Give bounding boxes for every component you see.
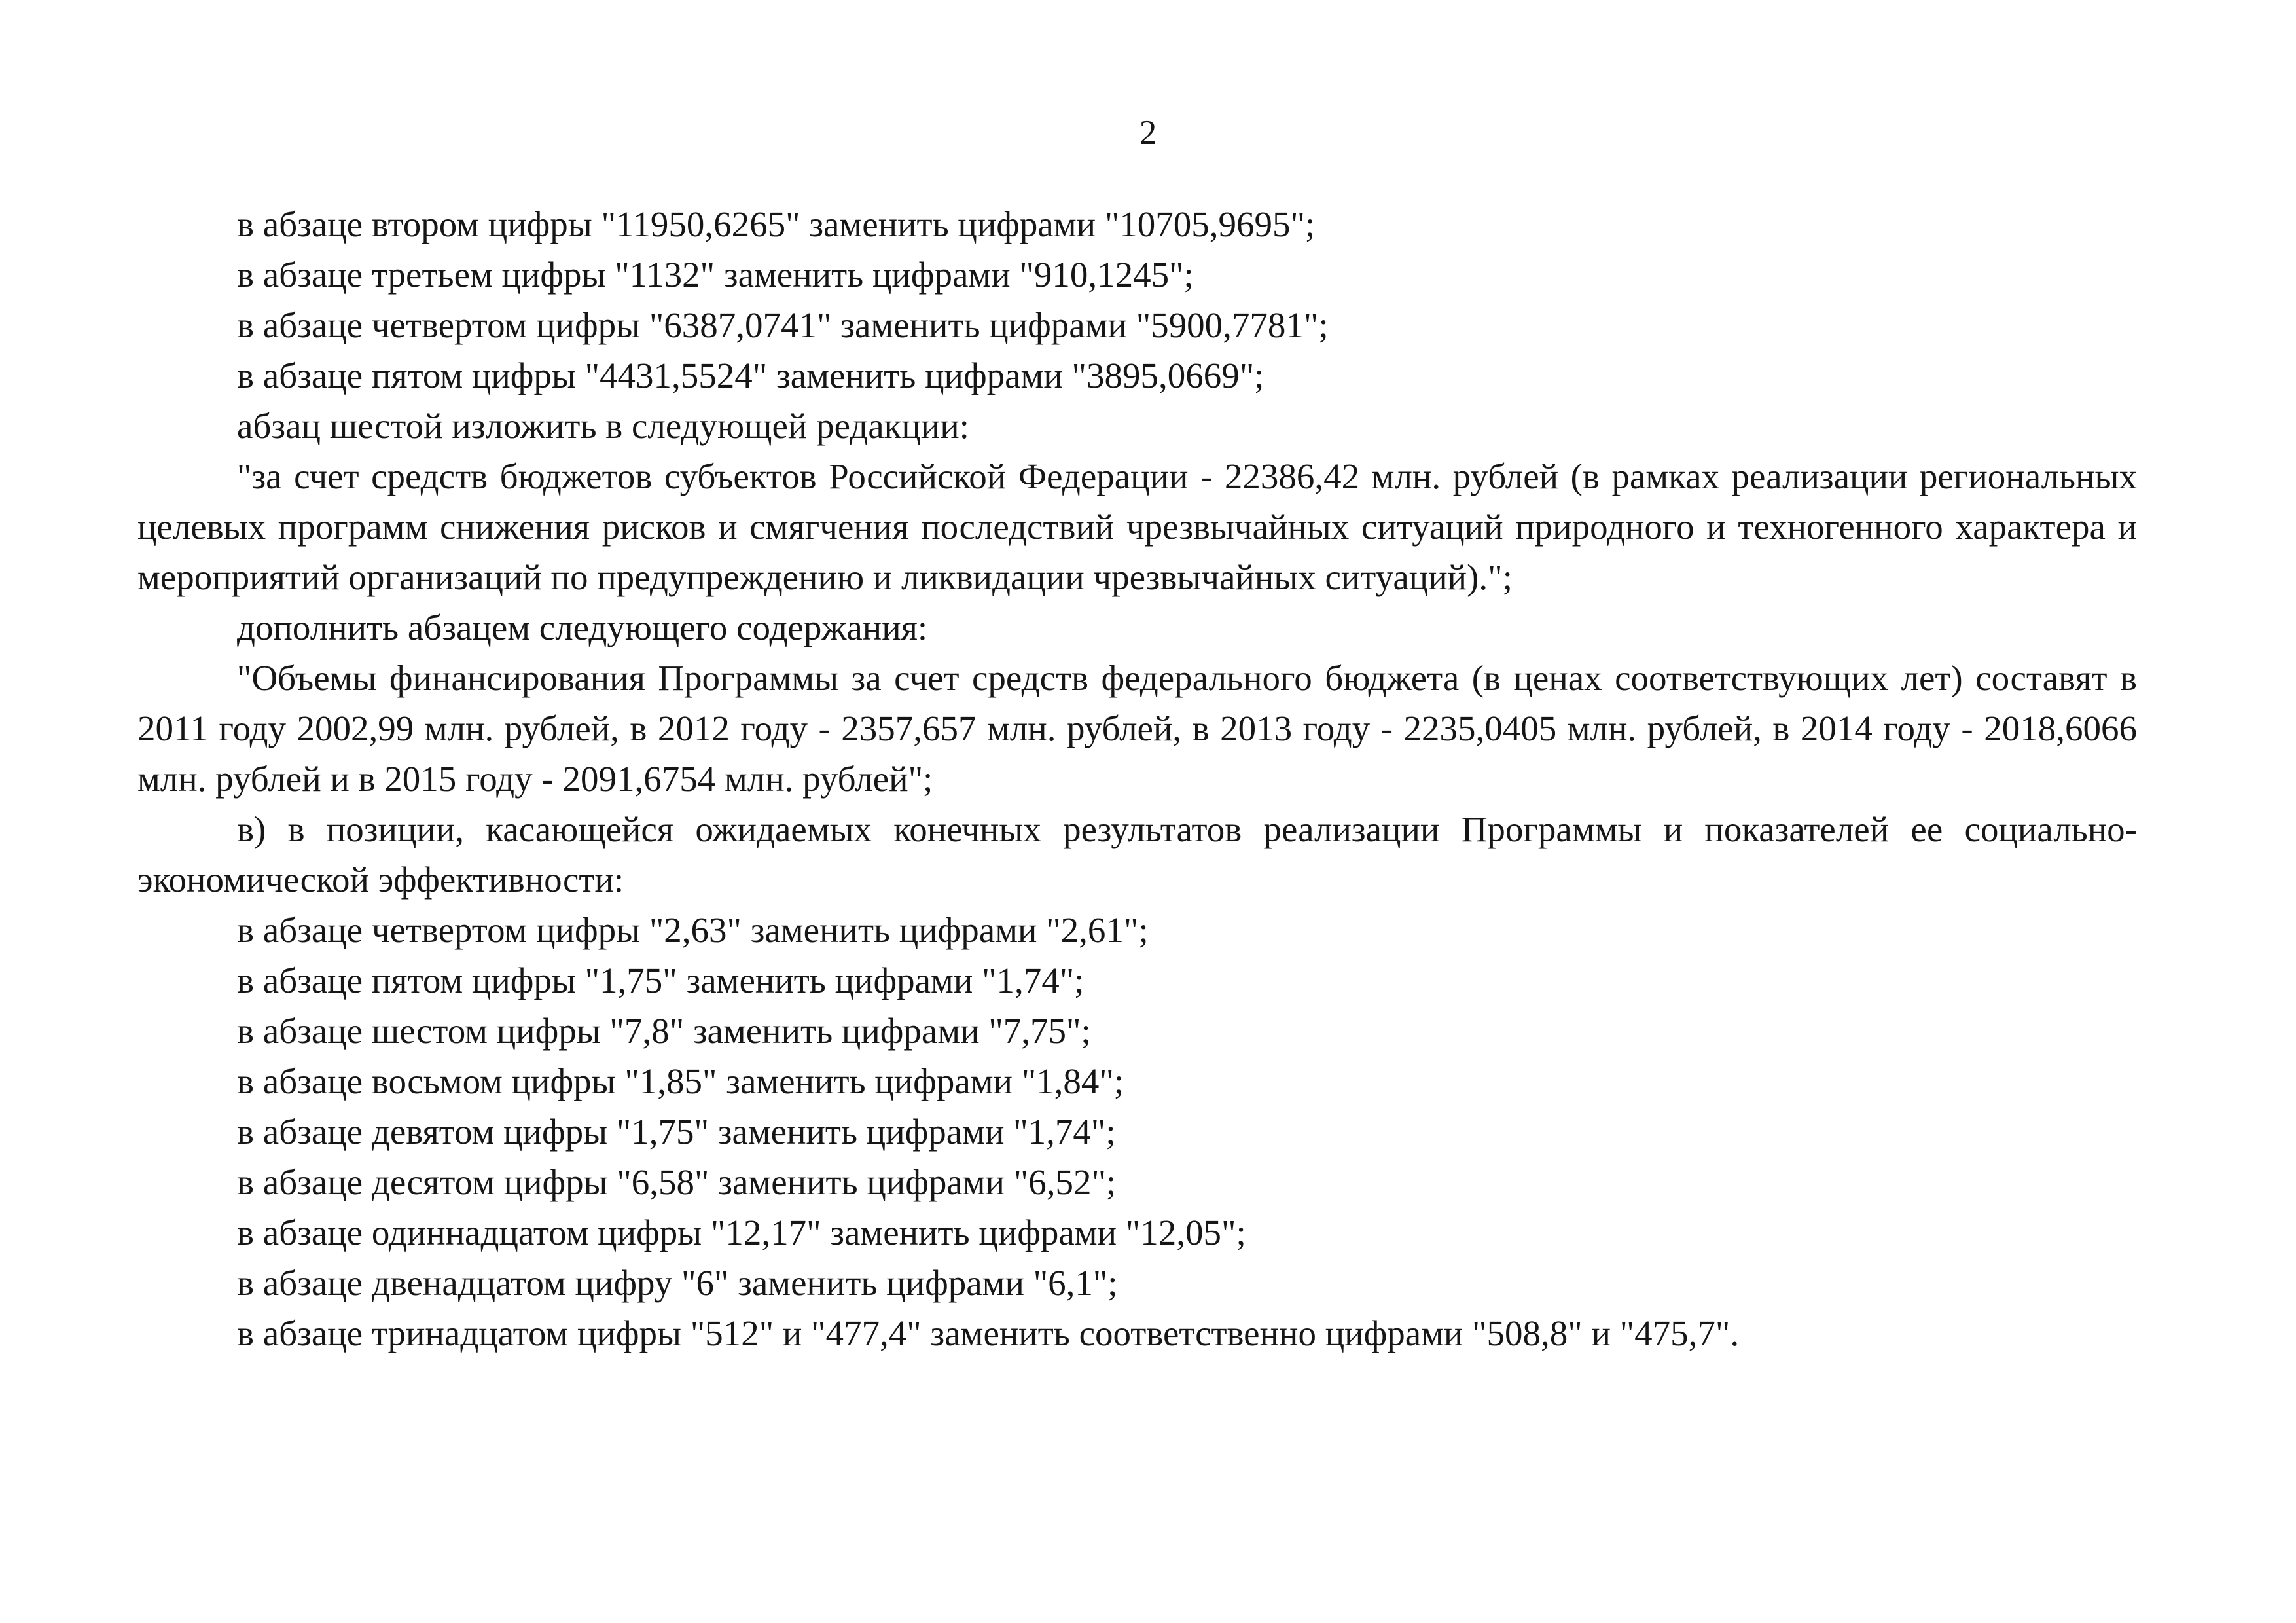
paragraph: в) в позиции, касающейся ожидаемых конечных результатов реализации Программы и показателей ее социально-экономической эффективности: <box>137 809 2137 900</box>
paragraph: в абзаце шестом цифры "7,8" заменить цифрами "7,75"; <box>237 1011 1091 1051</box>
page-number: 2 <box>1139 114 1157 152</box>
paragraph: в абзаце четвертом цифры "2,63" заменить цифрами "2,61"; <box>237 910 1149 950</box>
paragraph: в абзаце втором цифры "11950,6265" заменить цифрами "10705,9695"; <box>237 204 1316 244</box>
paragraph: в абзаце тринадцатом цифры "512" и "477,4" заменить соответственно цифрами "508,8" и "475,7". <box>237 1313 1740 1353</box>
paragraph: "Объемы финансирования Программы за счет средств федерального бюджета (в ценах соответствующих лет) составят в 2011 году 2002,99 млн. рублей, в 2012 году - 2357,657 млн. рублей, в 2013 году - 2235,0405 млн. рублей, в 2014 году - 2018,6066 млн. рублей и в 2015 году - 2091,6754 млн. рублей"; <box>137 658 2137 799</box>
paragraph: в абзаце девятом цифры "1,75" заменить цифрами "1,74"; <box>237 1112 1116 1152</box>
paragraph: в абзаце одиннадцатом цифры "12,17" заменить цифрами "12,05"; <box>237 1213 1246 1252</box>
paragraph: в абзаце третьем цифры "1132" заменить цифрами "910,1245"; <box>237 255 1194 295</box>
paragraph: абзац шестой изложить в следующей редакции: <box>237 406 969 446</box>
paragraph: в абзаце четвертом цифры "6387,0741" заменить цифрами "5900,7781"; <box>237 305 1329 345</box>
paragraph: дополнить абзацем следующего содержания: <box>237 608 928 647</box>
paragraph: в абзаце пятом цифры "1,75" заменить цифрами "1,74"; <box>237 960 1085 1000</box>
paragraph: в абзаце десятом цифры "6,58" заменить цифрами "6,52"; <box>237 1162 1117 1202</box>
paragraph: в абзаце восьмом цифры "1,85" заменить цифрами "1,84"; <box>237 1061 1124 1101</box>
paragraph: в абзаце двенадцатом цифру "6" заменить цифрами "6,1"; <box>237 1263 1118 1303</box>
paragraph: в абзаце пятом цифры "4431,5524" заменить цифрами "3895,0669"; <box>237 356 1265 395</box>
paragraph: "за счет средств бюджетов субъектов Российской Федерации - 22386,42 млн. рублей (в рамках реализации региональных целевых программ снижения рисков и смягчения последствий чрезвычайных ситуаций природного и техногенного характера и мероприятий организаций по предупреждению и ликвидации чрезвычайных ситуаций)."; <box>137 456 2137 597</box>
document-body <box>137 199 2137 1359</box>
